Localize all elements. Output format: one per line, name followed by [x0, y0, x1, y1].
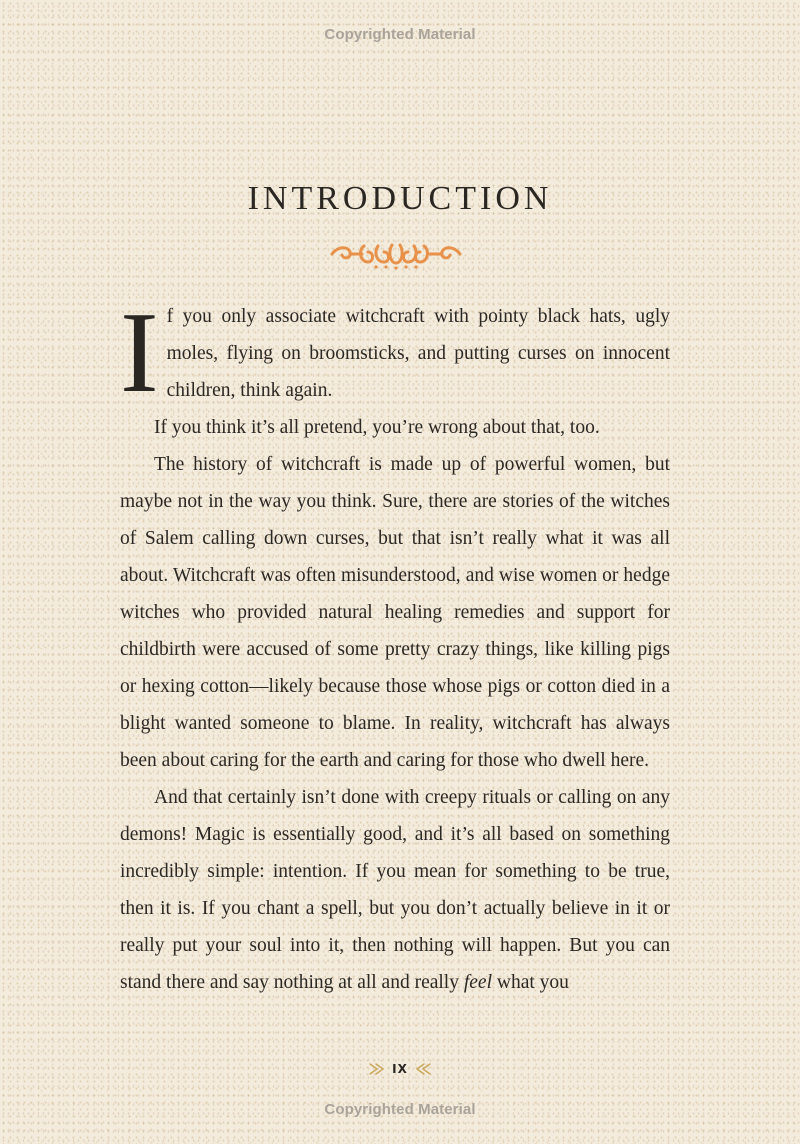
- paragraph-4-text: And that certainly isn’t done with creepy rituals or calling on any demons! Magic is essentially good, and it’s all based on something incredibly simple: intention. If you mean for something to be true, then it is. If you chant a spell, but you don’t actually believe in it or really put your soul into it, then nothing will happen. But you can stand there and say nothing at all and really: [120, 787, 670, 993]
- chapter-body: [120, 289, 670, 1001]
- paragraph-4-end: what you: [492, 972, 569, 993]
- paragraph-1: [120, 289, 670, 417]
- left-arrow-flourish-icon: [368, 1062, 386, 1076]
- chapter-title: INTRODUCTION: [247, 180, 553, 217]
- paragraph-4: [120, 779, 670, 1001]
- paragraph-3: The history of witchcraft is made up of powerful women, but maybe not in the way you think. Sure, there are stories of the witches of Salem calling down curses, but that isn’t really what it was all about. Witchcraft was often misunderstood, and wise women or hedge witches who provided natural healing remedies and support for childbirth were accused of some pretty crazy things, like killing pigs or hexing cotton—likely because those whose pigs or cotton died in a blight wanted someone to blame. In reality, witchcraft has always been about caring for the earth and caring for those who dwell here.: [120, 454, 670, 771]
- page-number: IX: [392, 1062, 408, 1076]
- copyright-notice-bottom: Copyrighted Material: [324, 1101, 476, 1118]
- emphasis-feel: feel: [463, 972, 493, 993]
- copyright-notice-top: Copyrighted Material: [324, 26, 476, 43]
- paragraph-2: If you think it’s all pretend, you’re wrong about that, too.: [154, 417, 600, 438]
- right-arrow-flourish-icon: [414, 1062, 432, 1076]
- scroll-ornament-icon: [328, 236, 464, 272]
- paragraph-1-text: f you only associate witchcraft with pointy black hats, ugly moles, flying on broomsticks, and putting curses on innocent children, think again.: [166, 306, 670, 401]
- drop-cap: I: [120, 289, 159, 417]
- page-footer: [0, 1062, 800, 1076]
